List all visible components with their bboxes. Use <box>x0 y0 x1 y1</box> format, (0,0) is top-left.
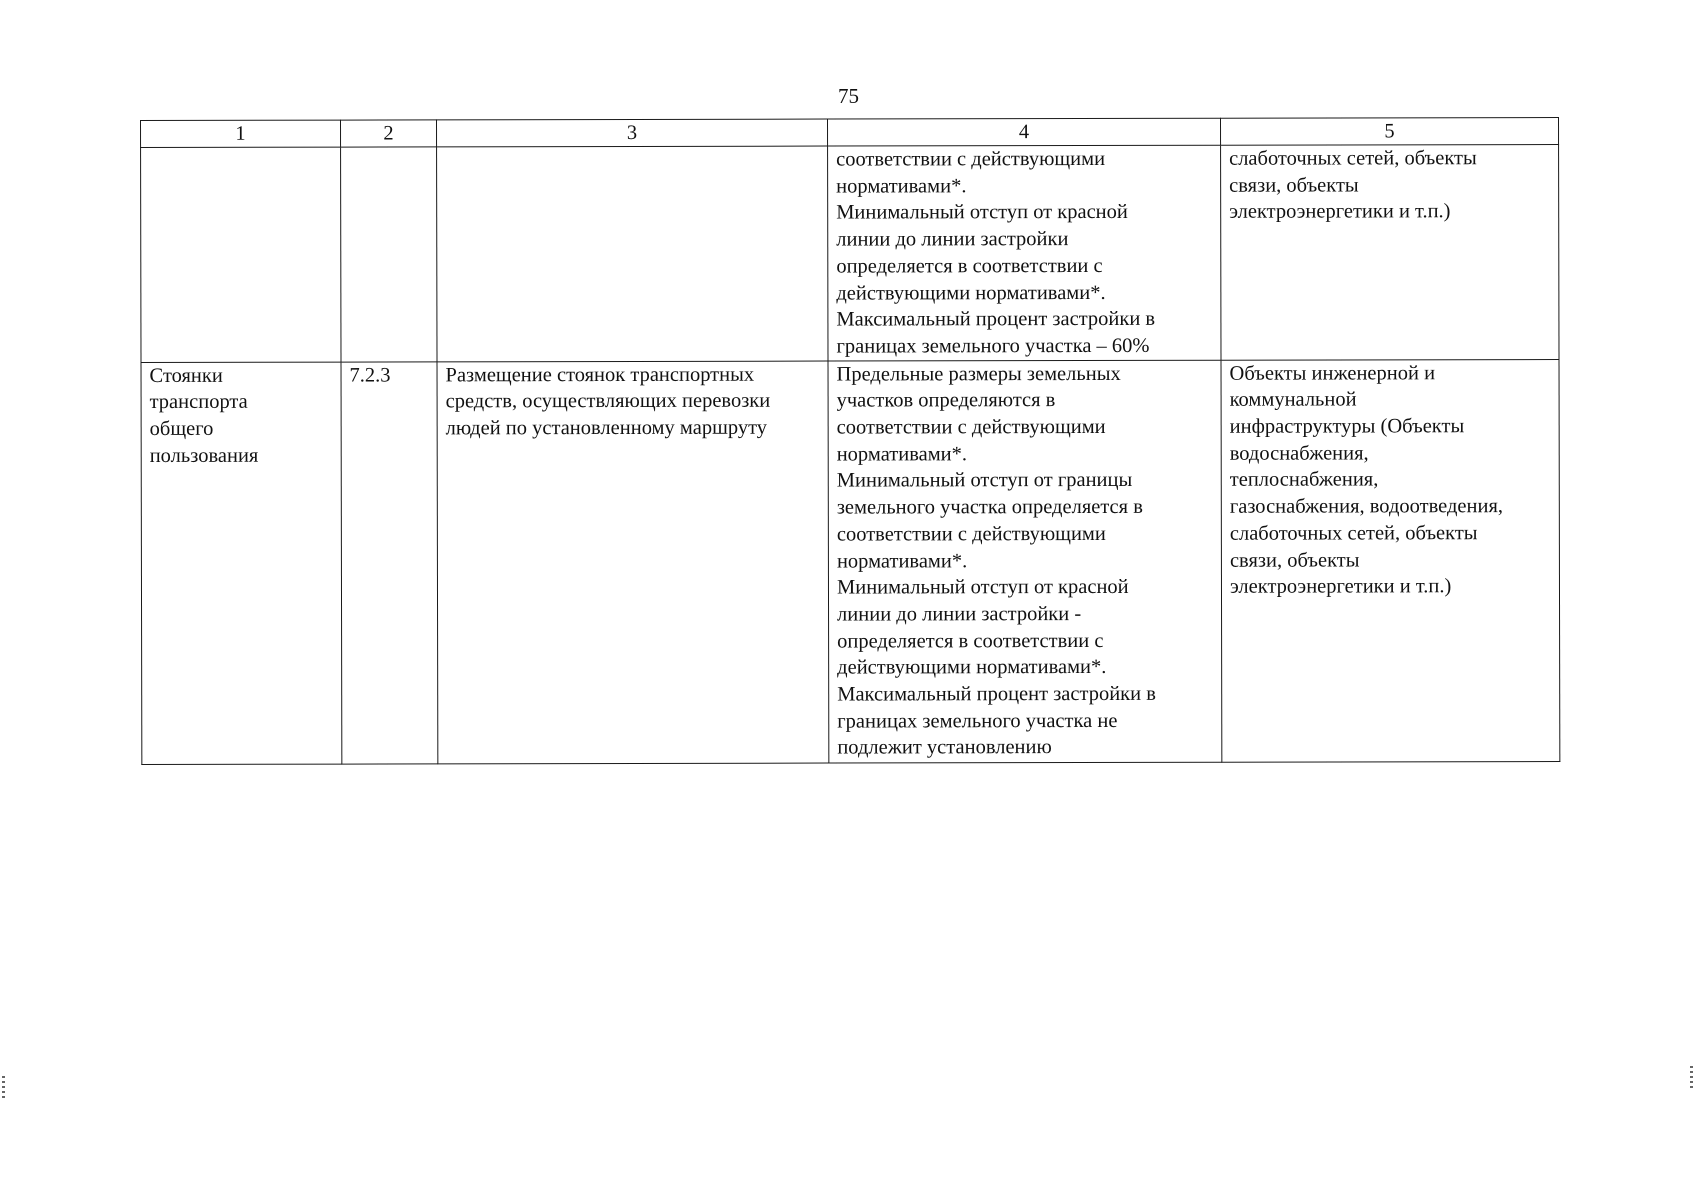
cell-text: соответствии с действующими нормативами*. Минимальный отступ от красной линии до линии застройки определяется в соответствии с действующими нормативами*. Максимальный процент застройки в границах земельного участка – 60% <box>836 147 1156 358</box>
column-header-3: 3 <box>437 119 828 147</box>
table-header <box>141 118 1559 148</box>
cell-text: Размещение стоянок транспортных средств, осуществляющих перевозки людей по установленному маршруту <box>445 363 771 440</box>
cell-text: Предельные размеры земельных участков определяются в соответствии с действующими нормативами*. Минимальный отступ от границы земельного участка определяется в соответствии с действующими нормативами*. Минимальный отступ от красной линии до линии застройки - определяется в соответствии с действующими нормативами*. Максимальный процент застройки в границах земельного участка не подлежит установлению <box>836 362 1156 760</box>
column-header-2: 2 <box>341 120 437 147</box>
scan-mark-right <box>1690 1066 1693 1090</box>
cell-text: слаботочных сетей, объекты связи, объекты электроэнергетики и т.п.) <box>1229 147 1477 224</box>
cell-parameters <box>828 360 1222 763</box>
land-use-regulations-table <box>140 117 1560 765</box>
cell-auxiliary-objects <box>1221 145 1559 360</box>
cell-use-name <box>141 362 342 764</box>
cell-use-description <box>437 361 829 764</box>
table-row <box>141 145 1559 363</box>
page-number: 75 <box>838 84 859 108</box>
table-body <box>141 145 1560 765</box>
cell-use-code <box>341 362 438 764</box>
cell-text: Объекты инженерной и коммунальной инфраструктуры (Объекты водоснабжения, теплоснабжения, газоснабжения, водоотведения, слаботочных сетей, объекты связи, объекты электроэнергетики и т.п.) <box>1229 361 1504 598</box>
cell-use-description <box>437 146 828 361</box>
cell-use-name <box>141 147 341 362</box>
cell-text: 7.2.3 <box>349 364 391 387</box>
cell-text: Стоянки транспорта общего пользования <box>149 364 259 467</box>
header-row <box>141 118 1559 148</box>
column-header-5: 5 <box>1220 118 1558 146</box>
scan-mark-left <box>2 1076 5 1100</box>
cell-text <box>445 147 819 148</box>
column-header-4: 4 <box>827 118 1220 146</box>
table-row <box>141 359 1560 764</box>
cell-use-code <box>341 147 437 362</box>
column-header-1: 1 <box>141 120 341 147</box>
cell-auxiliary-objects <box>1221 359 1560 762</box>
cell-parameters <box>828 145 1221 360</box>
